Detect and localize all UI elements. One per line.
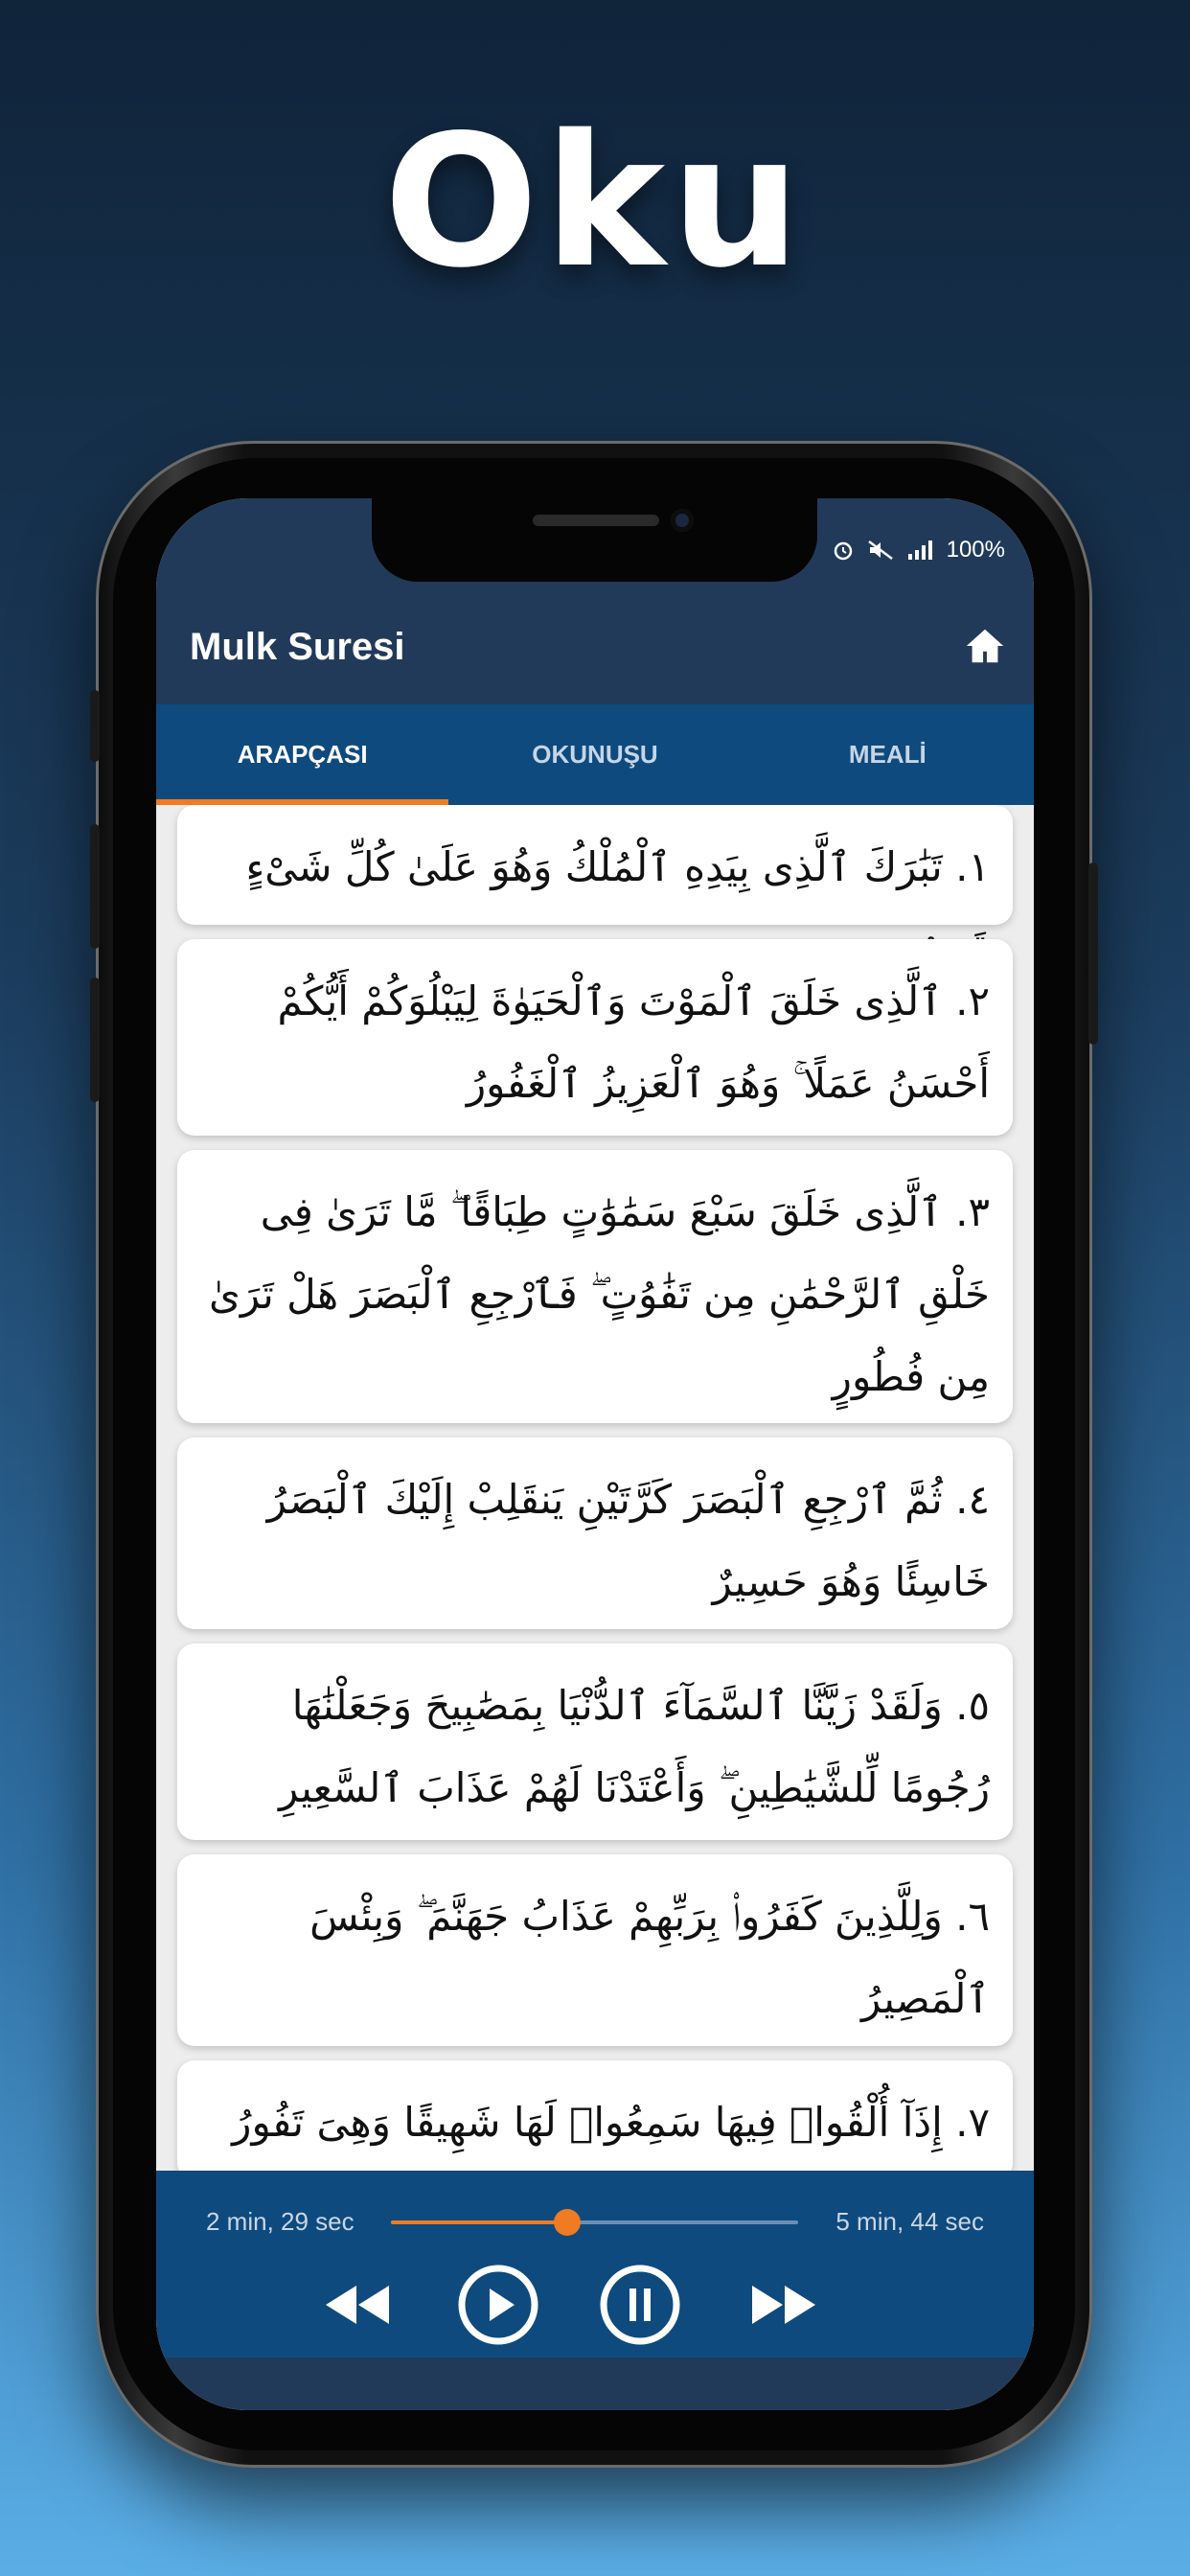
system-nav-bar <box>156 2358 1034 2410</box>
verse-text: ٤. ثُمَّ ٱرْجِعِ ٱلْبَصَرَ كَرَّتَيْنِ يَنقَلِبْ إِلَيْكَ ٱلْبَصَرُ خَاسِئًا وَهُوَ حَسِيرٌ <box>266 1476 990 1605</box>
phone-screen <box>156 498 1034 2410</box>
verse-card[interactable] <box>177 2060 1013 2171</box>
mute-icon <box>866 539 895 562</box>
verse-text: ١. تَبَٰرَكَ ٱلَّذِى بِيَدِهِ ٱلْمُلْكُ وَهُوَ عَلَىٰ كُلِّ شَىْءٍ <box>245 843 990 890</box>
verse-card[interactable] <box>177 1150 1013 1423</box>
side-button <box>90 824 100 949</box>
verse-text: ٢. ٱلَّذِى خَلَقَ ٱلْمَوْتَ وَٱلْحَيَوٰةَ لِيَبْلُوَكُمْ أَيُّكُمْ أَحْسَنُ عَمَلًا ۚ وَهُوَ ٱلْعَزِيزُ ٱلْغَفُورُ <box>277 978 990 1107</box>
signal-icon <box>906 539 935 562</box>
alarm-icon <box>832 539 855 562</box>
tab-arapcasi[interactable]: ARAPÇASI <box>156 704 448 805</box>
verse-card[interactable] <box>177 1438 1013 1629</box>
battery-level: 100% <box>946 537 1005 563</box>
home-icon[interactable] <box>963 624 1007 668</box>
tab-okunusu[interactable]: OKUNUŞU <box>532 740 658 769</box>
speaker <box>533 515 659 526</box>
verse-text: ٧. إِذَآ أُلْقُوا۟ فِيهَا سَمِعُوا۟ لَهَا شَهِيقًا وَهِىَ تَفُورُ <box>232 2099 990 2146</box>
pause-icon[interactable] <box>597 2262 683 2348</box>
verse-card[interactable] <box>177 1854 1013 2046</box>
seek-thumb[interactable] <box>554 2209 581 2236</box>
seek-bar[interactable] <box>391 2220 798 2224</box>
side-button <box>1088 862 1098 1045</box>
verse-card[interactable] <box>177 805 1013 925</box>
status-icons <box>832 537 1005 564</box>
hero-title: Oku <box>383 96 807 308</box>
total-time: 5 min, 44 sec <box>835 2207 984 2236</box>
page-title: Mulk Suresi <box>190 626 405 668</box>
side-button <box>90 978 100 1102</box>
rewind-icon[interactable] <box>314 2262 400 2348</box>
verse-text: ٥. وَلَقَدْ زَيَّنَّا ٱلسَّمَآءَ ٱلدُّنْيَا بِمَصَٰبِيحَ وَجَعَلْنَٰهَا رُجُومًا لِّلشَّيَٰطِينِ ۖ وَأَعْتَدْنَا لَهُمْ عَذَابَ ٱلسَّعِيرِ <box>278 1682 990 1811</box>
elapsed-time: 2 min, 29 sec <box>206 2207 355 2236</box>
app-bar <box>156 589 1034 704</box>
verse-text: ٣. ٱلَّذِى خَلَقَ سَبْعَ سَمَٰوَٰتٍ طِبَاقًا ۖ مَّا تَرَىٰ فِى خَلْقِ ٱلرَّحْمَٰنِ مِن تَفَٰوُتٍ ۖ فَٱرْجِعِ ٱلْبَصَرَ هَلْ تَرَىٰ مِن فُطُورٍ <box>209 1188 990 1400</box>
verse-card[interactable] <box>177 939 1013 1136</box>
verse-list[interactable] <box>156 805 1034 2171</box>
camera <box>671 509 694 532</box>
seek-bar-progress <box>391 2220 567 2224</box>
play-icon[interactable] <box>455 2262 541 2348</box>
verse-text: ٦. وَلِلَّذِينَ كَفَرُوا۟ بِرَبِّهِمْ عَذَابُ جَهَنَّمَ ۖ وَبِئْسَ ٱلْمَصِيرُ <box>309 1893 990 2022</box>
verse-card[interactable] <box>177 1644 1013 1840</box>
side-button <box>90 690 100 762</box>
fast-forward-icon[interactable] <box>741 2262 827 2348</box>
notch <box>372 498 817 582</box>
audio-player <box>156 2171 1034 2358</box>
tab-bar <box>156 704 1034 805</box>
tab-meali[interactable]: MEALİ <box>848 740 927 769</box>
